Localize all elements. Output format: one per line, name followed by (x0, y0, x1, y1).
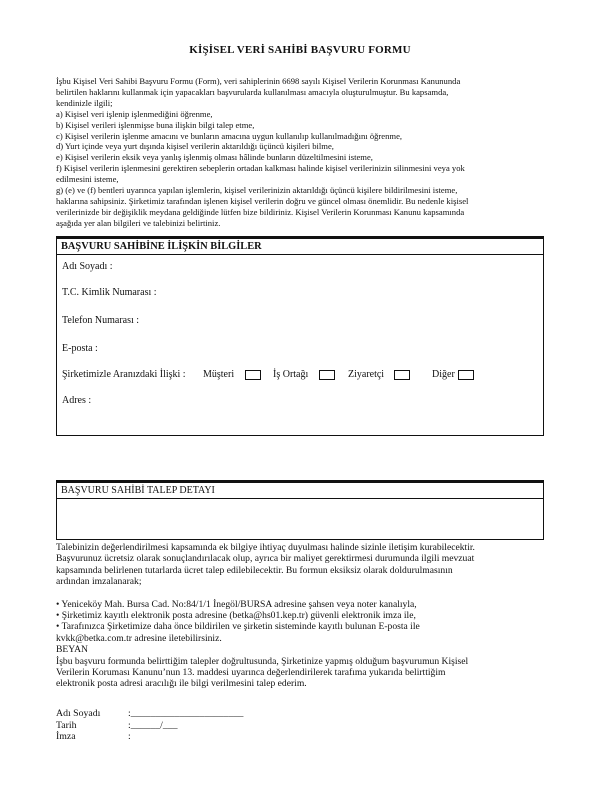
intro-line: d) Yurt içinde veya yurt dışında kişisel verilerin aktarıldığı üçüncü kişileri bilme, (56, 141, 334, 152)
intro-line: haklarına sahipsiniz. Şirketimiz tarafından işlenen kişisel verilerin doğru ve güncel olması önemlidir. Bu nedenle kişisel (56, 195, 469, 206)
delivery-line: • Tarafınızca Şirketimize daha önce bildirilen ve şirketin sisteminde kayıtlı bulunan E-posta ile (56, 621, 420, 633)
intro-line: g) (e) ve (f) bentleri uyarınca yapılan işlemlerin, kişisel verilerinizin aktarıldığı üçüncü kişilere bildirilmesini isteme, (56, 185, 458, 196)
signature-sign-label: İmza (56, 731, 76, 743)
declaration-line: elektronik posta adresi aracılığı ile bilgi verilmesini talep ederim. (56, 678, 307, 690)
intro-line: a) Kişisel veri işlenip işlenmediğini öğrenme, (56, 108, 213, 119)
delivery-line: • Yeniceköy Mah. Bursa Cad. No:84/1/1 İnegöl/BURSA adresine şahsen veya noter kanalıyla, (56, 598, 417, 610)
relation-label: Şirketimizle Aranızdaki İlişki : (62, 369, 186, 380)
signature-sign-row (56, 731, 356, 743)
applicant-info-box (56, 236, 544, 436)
checkbox-other[interactable] (458, 370, 474, 380)
info-line: Talebinizin değerlendirilmesi kapsamında ek bilgiye ihtiyaç duyulması halinde sizinle iletişim kurabilecektir. (56, 542, 475, 553)
signature-date-row (56, 720, 356, 732)
name-field-label[interactable]: Adı Soyadı : (62, 261, 113, 272)
signature-name-field[interactable]: :_______________________ (128, 708, 244, 719)
option-visitor-label: Ziyaretçi (348, 369, 385, 380)
intro-line: f) Kişisel verilerin işlenmesini gerektiren sebeplerin ortadan kalkması halinde kişisel verilerinizin silinmesini veya yok (56, 163, 465, 174)
email-field-label[interactable]: E-posta : (62, 343, 98, 354)
option-other-label: Diğer (432, 369, 455, 380)
intro-line: c) Kişisel verilerin işlenme amacını ve bunların amacına uygun kullanılıp kullanılmadığını öğrenme, (56, 130, 403, 141)
tc-id-field-label[interactable]: T.C. Kimlik Numarası : (62, 287, 157, 298)
signature-date-label: Tarih (56, 719, 77, 731)
intro-line: aşağıda yer alan bilgileri ve talebinizi belirtiniz. (56, 217, 221, 228)
signature-sign-field[interactable]: : (128, 731, 131, 743)
intro-line: kendinizle ilgili; (56, 97, 113, 108)
intro-line: İşbu Kişisel Veri Sahibi Başvuru Formu (Form), veri sahiplerinin 6698 sayılı Kişisel Verilerin Korunması Kanununda (56, 76, 461, 86)
intro-text (56, 76, 546, 229)
option-customer-label: Müşteri (203, 369, 235, 380)
declaration-heading: BEYAN (56, 644, 88, 656)
option-partner-label: İş Ortağı (273, 369, 309, 380)
checkbox-partner[interactable] (319, 370, 335, 380)
info-line: ardından imzalanarak; (56, 576, 142, 588)
delivery-line: kvkk@betka.com.tr adresine iletebilirsiniz. (56, 632, 222, 644)
signature-name-row (56, 708, 356, 720)
signature-date-field[interactable]: :______/___ (128, 719, 178, 731)
checkbox-customer[interactable] (245, 370, 261, 380)
phone-field-label[interactable]: Telefon Numarası : (62, 315, 140, 326)
checkbox-visitor[interactable] (394, 370, 410, 380)
applicant-section-heading: BAŞVURU SAHİBİNE İLİŞKİN BİLGİLER (57, 239, 543, 255)
intro-line: belirtilen haklarını kullanmak için yapacakları başvurularda kullanılması amacıyla oluşturulmuştur. Bu kapsamda, (56, 86, 449, 97)
intro-line: b) Kişisel verileri işlenmişse buna ilişkin bilgi talep etme, (56, 119, 255, 130)
declaration-line: Verilerin Koruması Kanunu’nun 13. maddesi uyarınca değerlendirilerek tarafıma yukarıda belirttiğim (56, 667, 446, 679)
form-title: KİŞİSEL VERİ SAHİBİ BAŞVURU FORMU (189, 44, 411, 56)
info-line: kapsamında belirlenen tutarlarda ücret talep edilebilecektir. Bu formun eksiksiz olarak doldurulmasının (56, 564, 453, 576)
delivery-line: • Şirketimiz kayıtlı elektronik posta adresine (betka@hs01.kep.tr) güvenli elektronik imza ile, (56, 610, 416, 622)
signature-name-label: Adı Soyadı (56, 708, 101, 719)
intro-line: verilerinizde bir değişiklik meydana geldiğinde lütfen bize bildiriniz. Kişisel Verilerin Korunması Kanunu kapsamında (56, 206, 465, 217)
intro-line: e) Kişisel verilerin eksik veya yanlış işlenmiş olması hâlinde bunların düzeltilmesini isteme, (56, 152, 373, 163)
after-text (56, 542, 546, 690)
request-section-heading: BAŞVURU SAHİBİ TALEP DETAYI (57, 483, 543, 499)
info-line: Başvurunuz ücretsiz olarak sonuçlandırılacak olup, ayrıca bir maliyet gerektirmesi durumunda ilgili mevzuat (56, 553, 475, 565)
signature-block (56, 708, 356, 743)
intro-line: edilmesini isteme, (56, 174, 119, 185)
address-field-label[interactable]: Adres : (62, 395, 92, 406)
request-detail-box[interactable] (56, 480, 544, 540)
declaration-line: İşbu başvuru formunda belirttiğim talepler doğrultusunda, Şirketinize yapmış olduğum başvurumun Kişisel (56, 655, 469, 667)
